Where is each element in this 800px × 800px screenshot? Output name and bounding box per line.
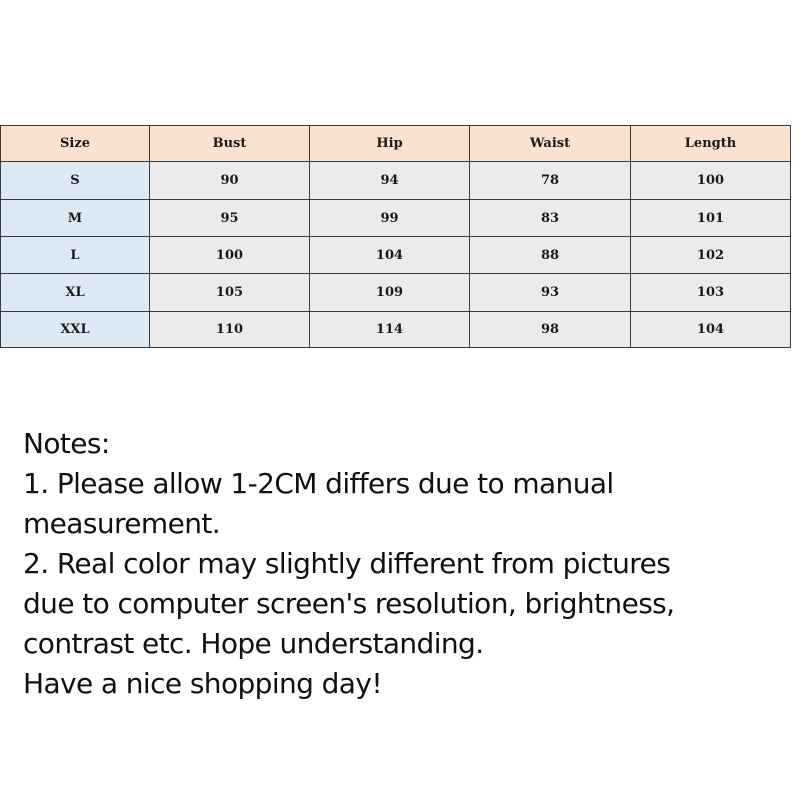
notes-line: contrast etc. Hope understanding. [23, 627, 484, 660]
header-row [1, 126, 791, 162]
size-cell: XXL [1, 312, 150, 348]
header-bust: Bust [150, 126, 310, 162]
size-cell: M [1, 200, 150, 237]
size-chart-body [1, 162, 791, 348]
size-chart-header [1, 126, 791, 162]
notes-line: Have a nice shopping day! [23, 667, 382, 700]
header-length: Length [631, 126, 791, 162]
notes-line: 2. Real color may slightly different from pictures [23, 547, 671, 580]
bust-cell: 100 [150, 237, 310, 274]
size-chart-table [0, 125, 791, 348]
length-cell: 103 [631, 274, 791, 312]
size-cell: S [1, 162, 150, 200]
notes-line: measurement. [23, 507, 221, 540]
notes-block [23, 424, 783, 704]
notes-heading: Notes: [23, 427, 110, 460]
size-cell: L [1, 237, 150, 274]
size-cell: XL [1, 274, 150, 312]
header-waist: Waist [470, 126, 631, 162]
length-cell: 102 [631, 237, 791, 274]
header-hip: Hip [310, 126, 470, 162]
table-row [1, 312, 791, 348]
table-row [1, 274, 791, 312]
length-cell: 100 [631, 162, 791, 200]
length-cell: 104 [631, 312, 791, 348]
length-cell: 101 [631, 200, 791, 237]
bust-cell: 95 [150, 200, 310, 237]
bust-cell: 90 [150, 162, 310, 200]
bust-cell: 110 [150, 312, 310, 348]
table-row [1, 237, 791, 274]
waist-cell: 98 [470, 312, 631, 348]
table-row [1, 162, 791, 200]
hip-cell: 114 [310, 312, 470, 348]
hip-cell: 104 [310, 237, 470, 274]
hip-cell: 109 [310, 274, 470, 312]
hip-cell: 94 [310, 162, 470, 200]
waist-cell: 88 [470, 237, 631, 274]
waist-cell: 83 [470, 200, 631, 237]
notes-line: due to computer screen's resolution, brightness, [23, 587, 675, 620]
waist-cell: 78 [470, 162, 631, 200]
table-row [1, 200, 791, 237]
hip-cell: 99 [310, 200, 470, 237]
header-size: Size [1, 126, 150, 162]
notes-line: 1. Please allow 1-2CM differs due to manual [23, 467, 614, 500]
waist-cell: 93 [470, 274, 631, 312]
bust-cell: 105 [150, 274, 310, 312]
